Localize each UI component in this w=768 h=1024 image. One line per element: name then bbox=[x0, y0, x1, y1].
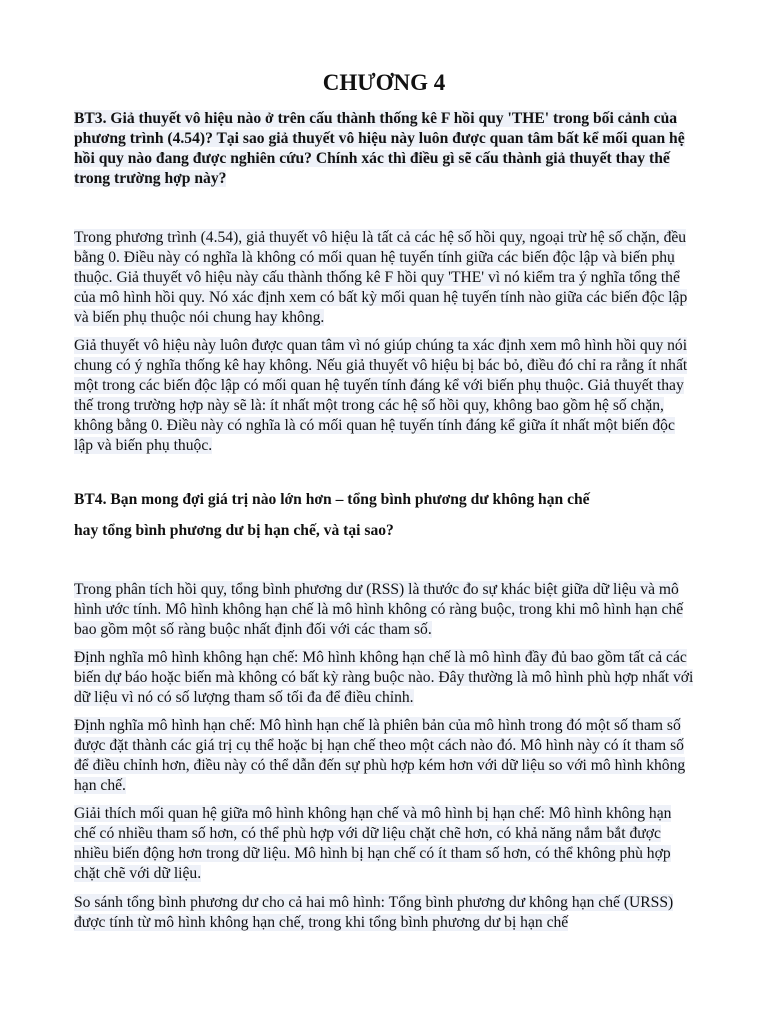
chapter-title: CHƯƠNG 4 bbox=[322, 70, 446, 95]
answer-bt4-paragraph-4: Giải thích mối quan hệ giữa mô hình không hạn chế và mô hình bị hạn chế: Mô hình không hạn chế có nhiều tham số hơn, có thể phù hợp với dữ liệu chặt chẽ hơn, có khả năng nắm bắt được nhiều biến động hơn trong dữ liệu. Mô hình bị hạn chế có ít tham số hơn, có thể không phù hợp chặt chẽ với dữ liệu. bbox=[74, 805, 672, 882]
answer-bt3-paragraph-1: Trong phương trình (4.54), giả thuyết vô hiệu là tất cả các hệ số hồi quy, ngoại trừ hệ số chặn, đều bằng 0. Điều này có nghĩa là không có mối quan hệ tuyến tính giữa các biến độc lập và biến phụ thuộc. Giả thuyết vô hiệu này cấu thành thống kê F hồi quy 'THE' vì nó kiểm tra ý nghĩa tổng thể của mô hình hồi quy. Nó xác định xem có bất kỳ mối quan hệ tuyến tính nào giữa các biến độc lập và biến phụ thuộc nói chung hay không. bbox=[74, 229, 688, 326]
question-bt3: BT3. Giả thuyết vô hiệu nào ở trên cấu thành thống kê F hồi quy 'THE' trong bối cảnh của phương trình (4.54)? Tại sao giả thuyết vô hiệu này luôn được quan tâm bất kể mối quan hệ hồi quy nào đang được nghiên cứu? Chính xác thì điều gì sẽ cấu thành giả thuyết thay thế trong trường hợp này? bbox=[74, 110, 685, 187]
question-bt4-line-1: BT4. Bạn mong đợi giá trị nào lớn hơn – tổng bình phương dư không hạn chế bbox=[74, 491, 590, 508]
question-bt4-line-2: hay tổng bình phương dư bị hạn chế, và tại sao? bbox=[74, 522, 394, 539]
answer-bt3-paragraph-2: Giả thuyết vô hiệu này luôn được quan tâm vì nó giúp chúng ta xác định xem mô hình hồi quy nói chung có ý nghĩa thống kê hay không. Nếu giả thuyết vô hiệu bị bác bỏ, điều đó chỉ ra rằng ít nhất một trong các biến độc lập có mối quan hệ tuyến tính đáng kể với biến phụ thuộc. Giả thuyết thay thế trong trường hợp này sẽ là: ít nhất một trong các hệ số hồi quy, không bao gồm hệ số chặn, không bằng 0. Điều này có nghĩa là có mối quan hệ tuyến tính đáng kể giữa ít nhất một biến độc lập và biến phụ thuộc. bbox=[74, 337, 688, 454]
answer-bt4-paragraph-1: Trong phân tích hồi quy, tổng bình phương dư (RSS) là thước đo sự khác biệt giữa dữ liệu và mô hình ước tính. Mô hình không hạn chế là mô hình không có ràng buộc, trong khi mô hình hạn chế bao gồm một số ràng buộc nhất định đối với các tham số. bbox=[74, 581, 684, 638]
answer-bt4-paragraph-2: Định nghĩa mô hình không hạn chế: Mô hình không hạn chế là mô hình đầy đủ bao gồm tất cả các biến dự báo hoặc biến mà không có bất kỳ ràng buộc nào. Đây thường là mô hình phù hợp nhất với dữ liệu vì nó có số lượng tham số tối đa để điều chỉnh. bbox=[74, 649, 694, 706]
answer-bt4-paragraph-3: Định nghĩa mô hình hạn chế: Mô hình hạn chế là phiên bản của mô hình trong đó một số tham số được đặt thành các giá trị cụ thể hoặc bị hạn chế theo một cách nào đó. Mô hình này có ít tham số để điều chỉnh hơn, điều này có thể dẫn đến sự phù hợp kém hơn với dữ liệu so với mô hình không hạn chế. bbox=[74, 717, 686, 794]
answer-bt4-paragraph-5: So sánh tổng bình phương dư cho cả hai mô hình: Tổng bình phương dư không hạn chế (URSS) được tính từ mô hình không hạn chế, trong khi tổng bình phương dư bị hạn chế bbox=[74, 894, 674, 931]
